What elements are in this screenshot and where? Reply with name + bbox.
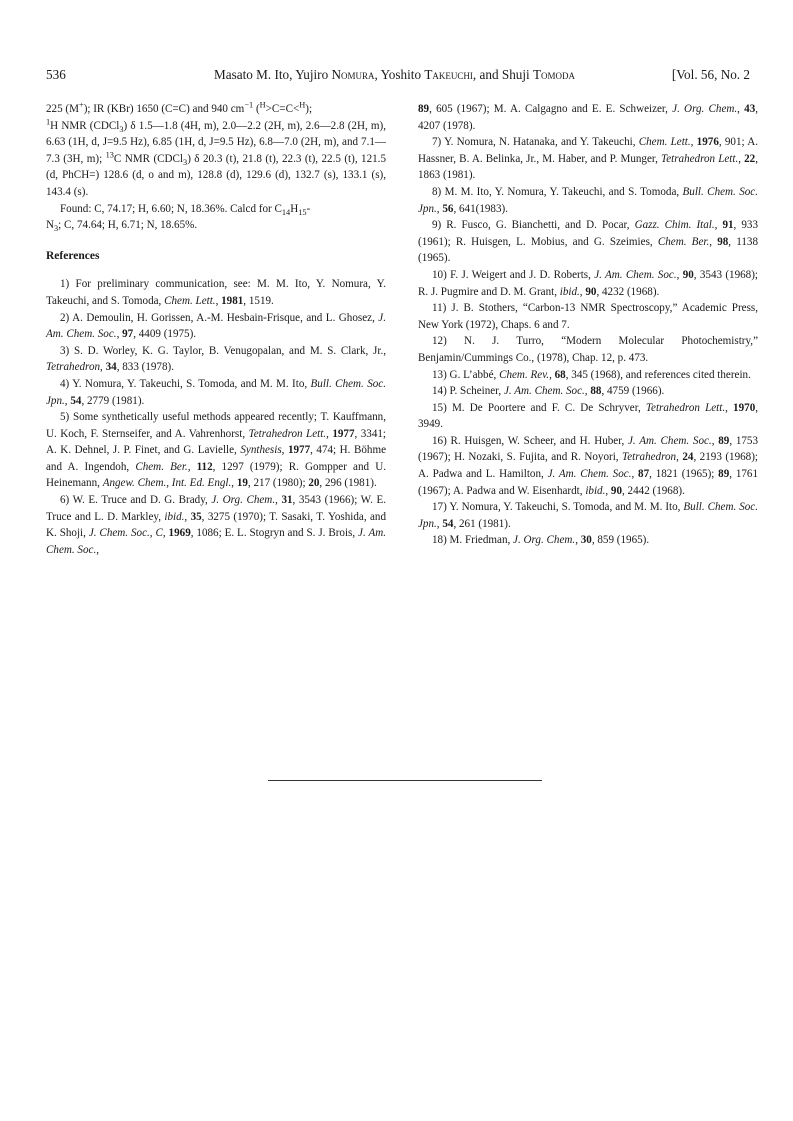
right-column [418,101,758,549]
page-number: 536 [46,67,66,82]
running-header [46,67,750,85]
reference-item: 15) M. De Poortere and F. C. De Schryver, Tetrahedron Lett., 1970, 3949. [418,401,759,431]
reference-item: 3) S. D. Worley, K. G. Taylor, B. Venugopalan, and M. S. Clark, Jr., Tetrahedron, 34, 833 (1978). [46,344,386,374]
nmr-data: $^1$H NMR (CDCl$_3$) δ 1.5—1.8 (4H, m), 2.0—2.2 (2H, m), 2.6—2.8 (2H, m), 6.63 (1H, d, J=9.5 Hz), 6.85 (1H, d, J=9.5 Hz), 6.8—7.0 (2H, m), and 7.1—7.3 (3H, m); $^{13}$C NMR (CDCl$_3$) δ 20.3 (t), 21.8 (t), 22.3 (t), 22.5 (t), 121.5 (d, PhCH=) 128.6 (d, o and m), 128.8 (d), 129.6 (d), 132.7 (s), 133.1 (s), 143.4 (s). [46,116,386,198]
reference-item: 1) For preliminary communication, see: M. M. Ito, Y. Nomura, Y. Takeuchi, and S. Tomoda, Chem. Lett., 1981, 1519. [46,278,386,307]
reference-item: 7) Y. Nomura, N. Hatanaka, and Y. Takeuchi, Chem. Lett., 1976, 901; A. Hassner, B. A. Belinka, Jr., M. Haber, and P. Munger, Tetrahedron Lett., 22, 1863 (1981). [418,136,759,182]
reference-item: 4) Y. Nomura, Y. Takeuchi, S. Tomoda, and M. M. Ito, Bull. Chem. Soc. Jpn., 54, 2779 (1981). [46,377,386,407]
references-heading: References [46,249,100,262]
end-rule [268,780,542,781]
volume-label: [Vol. 56, No. 2 [671,67,750,82]
running-header-authors: Masato M. Ito, Yujiro Nomura, Yoshito Takeuchi, and Shuji Tomoda [214,67,576,82]
reference-item: 6) W. E. Truce and D. G. Brady, J. Org. Chem., 31, 3543 (1966); W. E. Truce and L. D. Markley, ibid., 35, 3275 (1970); T. Sasaki, T. Yoshida, and K. Shoji, J. Chem. Soc., C, 1969, 1086; E. L. Stogryn and S. J. Brois, J. Am. Chem. Soc., [46,494,387,556]
reference-item: 17) Y. Nomura, Y. Takeuchi, S. Tomoda, and M. M. Ito, Bull. Chem. Soc. Jpn., 54, 261 (1981). [418,501,758,530]
reference-item: 10) F. J. Weigert and J. D. Roberts, J. Am. Chem. Soc., 90, 3543 (1968); R. J. Pugmire and D. M. Grant, ibid., 90, 4232 (1968). [418,268,759,298]
reference-item: 13) G. L’abbé, Chem. Rev., 68, 345 (1968), and references cited therein. [432,368,751,381]
reference-item: 9) R. Fusco, G. Bianchetti, and D. Pocar, Gazz. Chim. Ital., 91, 933 (1961); R. Huisgen, L. Mobius, and G. Szeimies, Chem. Ber., 98, 1138 (1965). [418,219,759,265]
reference-item-continued: 89, 605 (1967); M. A. Calgagno and E. E. Schweizer, J. Org. Chem., 43, 4207 (1978). [418,103,759,132]
ir-data-line: 225 (M+); IR (KBr) 1650 (C=C) and 940 $cm^{-1}$ ($^H$>C=C<$^H$); [46,100,313,115]
elemental-analysis: Found: C, 74.17; H, 6.60; N, 18.36%. Calcd for $C_{14}H_{15}-$ $N_3$; C, 74.64; H, 6.71; N, 18.65%. [46,202,311,234]
reference-item: 11) J. B. Stothers, “Carbon-13 NMR Spectroscopy,” Academic Press, New York (1972), Chaps. 6 and 7. [418,302,758,331]
reference-item: 8) M. M. Ito, Y. Nomura, Y. Takeuchi, and S. Tomoda, Bull. Chem. Soc. Jpn., 56, 641(1983). [418,185,758,215]
left-column [46,101,386,558]
reference-item: 12) N. J. Turro, “Modern Molecular Photochemistry,” Benjamin/Cummings Co., (1978), Chap. 12, p. 473. [418,335,758,364]
reference-item: 14) P. Scheiner, J. Am. Chem. Soc., 88, 4759 (1966). [432,385,665,398]
reference-item: 5) Some synthetically useful methods appeared recently; T. Kauffmann, U. Koch, F. Sternseifer, and A. Vahrenhorst, Tetrahedron Lett., 1977, 3341; A. K. Dehnel, J. P. Finet, and G. Lavielle, Synthesis, 1977, 474; H. Böhme and A. Ingendoh, Chem. Ber., 112, 1297 (1979); R. Gompper and U. Heinemann, Angew. Chem., Int. Ed. Engl., 19, 217 (1980); 20, 296 (1981). [46,411,387,490]
reference-item: 16) R. Huisgen, W. Scheer, and H. Huber, J. Am. Chem. Soc., 89, 1753 (1967); H. Nozaki, S. Fujita, and R. Noyori, Tetrahedron, 24, 2193 (1968); A. Padwa and L. Hamilton, J. Am. Chem. Soc., 87, 1821 (1965); 89, 1761 (1967); A. Padwa and W. Eisenhardt, ibid., 90, 2442 (1968). [418,434,759,497]
reference-item: 2) A. Demoulin, H. Gorissen, A.-M. Hesbain-Frisque, and L. Ghosez, J. Am. Chem. Soc., 97, 4409 (1975). [46,311,386,341]
reference-item: 18) M. Friedman, J. Org. Chem., 30, 859 (1965). [432,534,650,547]
